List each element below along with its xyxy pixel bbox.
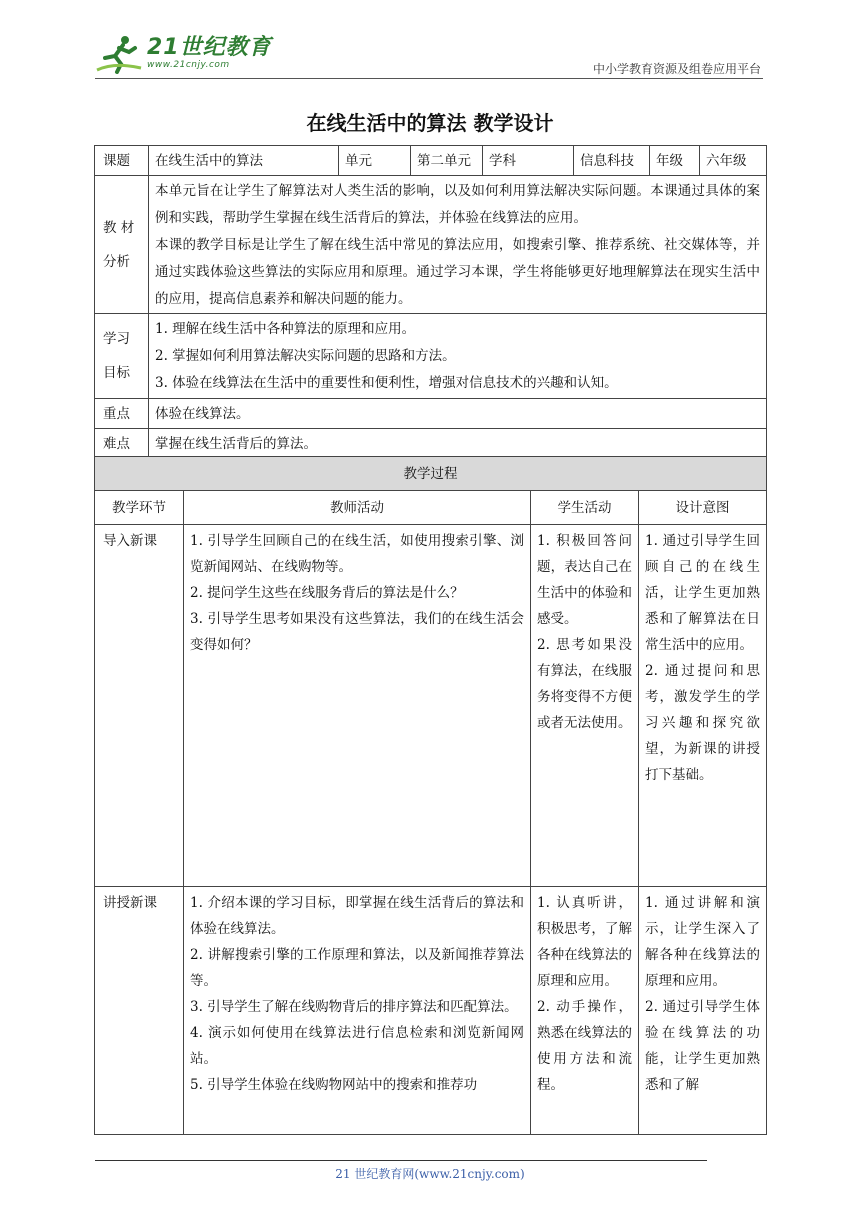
teacher-item: 4. 演示如何使用在线算法进行信息检索和浏览新闻网站。 — [190, 1025, 524, 1067]
table-row — [95, 525, 767, 887]
footer-text: 21 世纪教育网(www.21cnjy.com) — [335, 1167, 525, 1181]
platform-name: 中小学教育资源及组卷应用平台 — [592, 62, 761, 76]
intent-cell — [639, 887, 767, 1135]
page-header — [95, 30, 763, 78]
teacher-item: 3. 引导学生思考如果没有这些算法，我们的在线生活会变得如何？ — [190, 611, 524, 653]
stage-cell: 讲授新课 — [95, 887, 184, 1135]
subject-value: 信息科技 — [574, 146, 650, 176]
analysis-content — [149, 176, 767, 314]
subject-label: 学科 — [483, 146, 574, 176]
grade-value: 六年级 — [700, 146, 767, 176]
teacher-item: 2. 讲解搜索引擎的工作原理和算法，以及新闻推荐算法等。 — [190, 947, 524, 989]
analysis-label: 教 材 分析 — [95, 176, 149, 314]
info-table — [94, 145, 767, 459]
analysis-paragraph: 本课的教学目标是让学生了解在线生活中常见的算法应用，如搜索引擎、推荐系统、社交媒体等，并通过实践体验这些算法的实际应用和原理。通过学习本课，学生将能够更好地理解算法在现实生活中的应用，提高信息素养和解决问题的能力。 — [155, 237, 760, 307]
student-item: 2. 动手操作，熟悉在线算法的使用方法和流程。 — [537, 999, 632, 1093]
teacher-item: 3. 引导学生了解在线购物背后的排序算法和匹配算法。 — [190, 999, 518, 1015]
header-divider — [95, 78, 763, 79]
page-title: 在线生活中的算法 教学设计 — [306, 111, 554, 135]
goals-label: 学习 目标 — [95, 314, 149, 399]
intent-item: 1. 通过引导学生回顾自己的在线生活，让学生更加熟悉和了解算法在日常生活中的应用。 — [645, 533, 760, 653]
student-item: 1. 积极回答问题，表达自己在生活中的体验和感受。 — [537, 533, 632, 627]
process-table — [94, 456, 767, 1135]
header-student: 学生活动 — [531, 491, 639, 525]
teacher-item: 2. 提问学生这些在线服务背后的算法是什么？ — [190, 585, 464, 601]
intent-item: 1. 通过讲解和演示，让学生深入了解各种在线算法的原理和应用。 — [645, 895, 760, 989]
goal-item: 1. 理解在线生活中各种算法的原理和应用。 — [155, 320, 416, 337]
teacher-item: 5. 引导学生体验在线购物网站中的搜索和推荐功 — [190, 1077, 478, 1093]
intent-item: 2. 通过提问和思考，激发学生的学习兴趣和探究欲望，为新课的讲授打下基础。 — [645, 663, 760, 783]
teacher-item: 1. 引导学生回顾自己的在线生活，如使用搜索引擎、浏览新闻网站、在线购物等。 — [190, 533, 524, 575]
header-stage: 教学环节 — [95, 491, 184, 525]
course-label: 课题 — [95, 146, 149, 176]
student-item: 1. 认真听讲，积极思考，了解各种在线算法的原理和应用。 — [537, 895, 632, 989]
student-item: 2. 思考如果没有算法，在线服务将变得不方便或者无法使用。 — [537, 637, 632, 731]
analysis-paragraph: 本单元旨在让学生了解算法对人类生活的影响，以及如何利用算法解决实际问题。本课通过具体的案例和实践，帮助学生掌握在线生活背后的算法，并体验在线算法的应用。 — [155, 183, 760, 226]
unit-value: 第二单元 — [411, 146, 483, 176]
difficulty-value: 掌握在线生活背后的算法。 — [149, 429, 767, 459]
teacher-cell — [184, 525, 531, 887]
stage-cell: 导入新课 — [95, 525, 184, 887]
table-row — [95, 887, 767, 1135]
header-intent: 设计意图 — [639, 491, 767, 525]
grade-label: 年级 — [650, 146, 700, 176]
student-cell — [531, 525, 639, 887]
goal-item: 2. 掌握如何利用算法解决实际问题的思路和方法。 — [155, 347, 456, 364]
difficulty-label: 难点 — [95, 429, 149, 459]
intent-cell — [639, 525, 767, 887]
process-title: 教学过程 — [95, 457, 767, 491]
teacher-cell — [184, 887, 531, 1135]
logo-text: 21世纪教育 — [147, 35, 272, 60]
student-cell — [531, 887, 639, 1135]
teacher-item: 1. 介绍本课的学习目标，即掌握在线生活背后的算法和体验在线算法。 — [190, 895, 524, 937]
goals-content — [149, 314, 767, 399]
key-point-value: 体验在线算法。 — [149, 399, 767, 429]
course-value: 在线生活中的算法 — [149, 146, 339, 176]
unit-label: 单元 — [339, 146, 411, 176]
footer-divider — [95, 1160, 707, 1161]
logo — [95, 34, 272, 74]
intent-item: 2. 通过引导学生体验在线算法的功能，让学生更加熟悉和了解 — [645, 999, 760, 1093]
header-teacher: 教师活动 — [184, 491, 531, 525]
runner-logo-icon — [95, 34, 145, 74]
logo-url: www.21cnjy.com — [147, 60, 230, 70]
goal-item: 3. 体验在线算法在生活中的重要性和便利性，增强对信息技术的兴趣和认知。 — [155, 374, 618, 391]
key-point-label: 重点 — [95, 399, 149, 429]
